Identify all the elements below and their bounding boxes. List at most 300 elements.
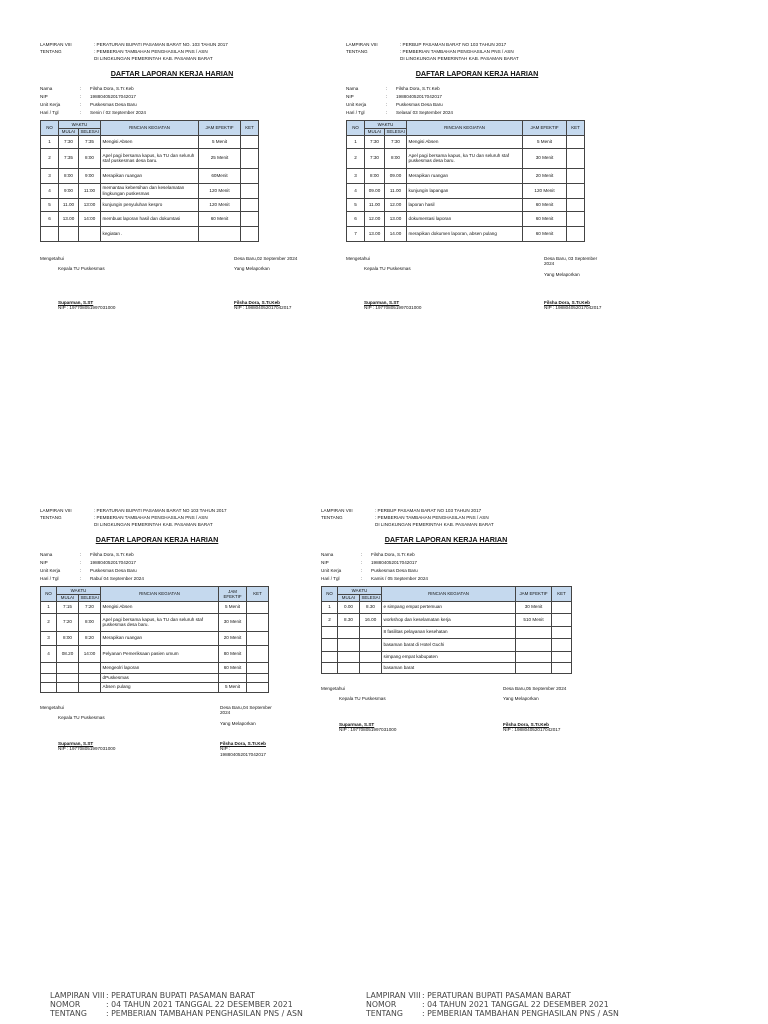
info-label: Nama — [40, 86, 53, 92]
signer-name-left: Suparman, S.ST — [58, 299, 94, 305]
employee-info — [40, 552, 274, 581]
info-colon: : — [80, 575, 82, 581]
table-header-row — [322, 587, 572, 595]
cell-no — [41, 682, 57, 692]
signer-name-right: Filsha Dora, S.Tr.Keb — [544, 299, 590, 305]
cell-jam-efektif: 60 Menit — [523, 226, 567, 241]
cell-rincian: Mengisi Absen — [101, 135, 199, 148]
cell-no: 3 — [347, 168, 365, 183]
cell-ket — [552, 601, 572, 613]
header-value: : PEMBERIAN TAMBAHAN PENGHASILAN PNS / ASN — [94, 49, 208, 54]
signature-left — [40, 705, 105, 721]
cell-mulai: 11.00 — [365, 198, 385, 211]
table-row — [41, 613, 269, 631]
info-value: 198804052017042017 — [90, 94, 136, 100]
cell-jam-efektif — [219, 673, 247, 682]
cell-ket — [247, 673, 269, 682]
cell-jam-efektif: 60Menit — [199, 168, 241, 183]
header-value: DI LINGKUNGAN PEMERINTAH KAB. PASAMAN BARAT — [94, 56, 213, 61]
header-value: : PERBUP PASAMAN BARAT NO 103 TAHUN 2017 — [375, 508, 482, 513]
cell-mulai: 13.00 — [59, 211, 79, 226]
cell-selesai: 8:00 — [79, 613, 101, 631]
info-label: Nama — [40, 552, 53, 558]
cell-no: 1 — [41, 135, 59, 148]
cell-mulai: 11.00 — [59, 198, 79, 211]
header-value: : PEMBERIAN TAMBAHAN PENGHASILAN PNS / ASN — [94, 515, 208, 520]
header-value: : PERATURAN BUPATI PASAMAN BARAT NO. 103 TAHUN 2017 — [94, 42, 228, 47]
info-label: Hari / Tgl — [40, 575, 59, 581]
report-title: DAFTAR LAPORAN KERJA HARIAN — [95, 534, 219, 544]
cell-mulai — [59, 226, 79, 241]
head-title: Kepala TU Puskesmas — [364, 266, 411, 272]
report-title: DAFTAR LAPORAN KERJA HARIAN — [384, 534, 508, 544]
cell-no — [322, 651, 338, 662]
cell-rincian: Apel pagi bersama kapus, ka TU dan seluruh staf puskesmas desa baru. — [101, 613, 219, 631]
cell-mulai: 8:00 — [59, 168, 79, 183]
signer-left — [364, 300, 421, 311]
col-ket: KET — [552, 587, 572, 601]
info-value: 198804052017042017 — [396, 94, 442, 100]
col-ket: KET — [241, 121, 259, 135]
header-key — [321, 522, 369, 528]
cell-no: 7 — [347, 226, 365, 241]
cell-mulai: 7:30 — [59, 135, 79, 148]
table-row — [322, 626, 572, 638]
cell-rincian: laporan hasil — [407, 198, 523, 211]
cell-selesai: 16.00 — [360, 613, 382, 626]
info-value: Puskesmas Desa Baru — [396, 101, 443, 107]
cell-no: 5 — [41, 198, 59, 211]
cell-jam-efektif — [199, 226, 241, 241]
cell-no: 2 — [41, 613, 57, 631]
table-row — [41, 601, 269, 613]
cell-mulai: 7:30 — [365, 148, 385, 168]
report-title: DAFTAR LAPORAN KERJA HARIAN — [415, 68, 539, 78]
cell-selesai: 09.00 — [385, 168, 407, 183]
col-waktu: WAKTU — [59, 121, 101, 129]
table-row — [347, 183, 585, 198]
bottom-header-row — [50, 1010, 303, 1019]
signer-name-right: Filsha Dora, S.Tr.Keb — [503, 721, 549, 727]
acknowledged-label: Mengetahui — [40, 704, 65, 710]
cell-ket — [241, 198, 259, 211]
cell-mulai: 8.30 — [338, 613, 360, 626]
table-row — [41, 673, 269, 682]
cell-mulai — [338, 651, 360, 662]
signer-nip-left: NIP : 197708051997031000 — [58, 305, 116, 311]
info-label: Unit Kerja — [346, 101, 367, 107]
cell-ket — [552, 638, 572, 651]
col-waktu: WAKTU — [365, 121, 407, 129]
header-value: : PERATURAN BUPATI PASAMAN BARAT NO 103 TAHUN 2017 — [94, 508, 227, 513]
signer-left — [58, 300, 115, 311]
cell-ket — [567, 148, 585, 168]
header-key: LAMPIRAN VIII — [40, 42, 72, 47]
cell-jam-efektif: 60 Menit — [523, 211, 567, 226]
col-ket: KET — [567, 121, 585, 135]
head-title: Kepala TU Puskesmas — [339, 696, 386, 702]
header-value: : PEMBERIAN TAMBAHAN PENGHASILAN PNS / ASN — [400, 49, 514, 54]
acknowledged-label: Mengetahui — [346, 255, 371, 261]
cell-mulai: 9:00 — [59, 183, 79, 198]
cell-mulai: 8:00 — [365, 168, 385, 183]
table-row — [347, 135, 585, 148]
cell-selesai: 13.00 — [385, 211, 407, 226]
cell-mulai: 8:00 — [57, 631, 79, 645]
col-waktu: WAKTU — [57, 587, 101, 595]
cell-ket — [241, 226, 259, 241]
cell-rincian: dPuskesmas — [101, 673, 219, 682]
col-selesai: SELESAI — [386, 129, 405, 135]
info-value: 198804052017042017 — [371, 560, 417, 566]
employee-info — [346, 86, 608, 115]
signature-block — [321, 686, 571, 734]
signature-block — [346, 256, 608, 312]
info-label: Hari / Tgl — [40, 109, 59, 115]
cell-no: 6 — [41, 211, 59, 226]
cell-no: 2 — [347, 148, 365, 168]
cell-rincian: merapikan dokumen laporan, absen pulang — [407, 226, 523, 241]
cell-ket — [567, 168, 585, 183]
cell-ket — [247, 613, 269, 631]
cell-ket — [552, 651, 572, 662]
cell-ket — [241, 135, 259, 148]
report-sep-05 — [321, 508, 571, 734]
signature-left — [346, 256, 411, 272]
signer-nip-left: NIP : 197708051997031000 — [364, 305, 422, 311]
cell-mulai: 08.20 — [57, 645, 79, 662]
header-key — [40, 522, 88, 528]
info-label: NIP — [40, 560, 48, 566]
report-sep-03 — [346, 42, 608, 312]
col-mulai: MULAI — [365, 129, 385, 135]
signature-block — [40, 256, 304, 312]
header-value: : PEMBERIAN TAMBAHAN PENGHASILAN PNS / ASN — [375, 515, 489, 520]
signer-left — [339, 722, 396, 733]
cell-no — [41, 226, 59, 241]
cell-selesai: 9:00 — [79, 168, 101, 183]
signature-right — [220, 705, 274, 727]
cell-ket — [567, 211, 585, 226]
cell-no: 2 — [41, 148, 59, 168]
cell-jam-efektif: 25 Menit — [199, 148, 241, 168]
cell-mulai: 7:20 — [57, 613, 79, 631]
cell-jam-efektif: 30 Menit — [516, 601, 552, 613]
info-value: Filsha Dora, S.Tr.Keb — [396, 86, 440, 92]
signer-name-left: Suparman, S.ST — [364, 299, 400, 305]
cell-mulai: 7:15 — [57, 601, 79, 613]
cell-no: 1 — [347, 135, 365, 148]
cell-selesai: 14.00 — [385, 226, 407, 241]
bottom-header-value: : PERATURAN BUPATI PASAMAN BARAT — [422, 991, 571, 1000]
info-label: Unit Kerja — [40, 101, 61, 107]
info-colon: : — [80, 567, 82, 573]
cell-rincian: membuat laporan hasil dan dokumtasi — [101, 211, 199, 226]
cell-jam-efektif: 5 Menit — [219, 601, 247, 613]
cell-rincian: basaman barat di Hotel Guchi — [382, 638, 516, 651]
col-rincian: RINCIAN KEGIATAN — [407, 121, 523, 135]
header-value: DI LINGKUNGAN PEMERINTAH KAB. PASAMAN BARAT — [400, 56, 519, 61]
cell-rincian: workshop dan keselamatan kerja — [382, 613, 516, 626]
table-row — [322, 662, 572, 673]
cell-jam-efektif: 80 Menit — [219, 645, 247, 662]
cell-no: 4 — [41, 645, 57, 662]
reporter-label: Yang Melaporkan — [234, 266, 270, 272]
signer-nip-right: NIP : 198804052017042017 — [503, 727, 561, 733]
signer-nip-left: NIP : 197708051997031000 — [58, 746, 116, 752]
cell-ket — [552, 626, 572, 638]
bottom-header-value: : 04 TAHUN 2021 TANGGAL 22 DESEMBER 2021 — [422, 999, 609, 1009]
cell-no — [322, 662, 338, 673]
signature-right — [544, 256, 608, 278]
cell-mulai — [57, 662, 79, 673]
reporter-label: Yang Melaporkan — [503, 696, 539, 702]
signature-left — [321, 686, 386, 702]
cell-jam-efektif — [516, 638, 552, 651]
cell-selesai — [79, 673, 101, 682]
col-jam-efektif: JAM EFEKTIF — [516, 587, 552, 601]
report-date: Desa Baru,04 September 2024 — [220, 704, 272, 716]
cell-ket — [241, 148, 259, 168]
signer-nip-right: NIP : 198804052017042017 — [544, 305, 602, 311]
info-value: Senin / 02 September 2024 — [90, 109, 146, 115]
table-row — [41, 168, 259, 183]
bottom-header-left — [50, 992, 303, 1019]
cell-mulai — [57, 682, 79, 692]
cell-rincian: Apel pagi bersama kapus, ka TU dan seluruh staf puskesmas desa baru. — [101, 148, 199, 168]
info-value: Filsha Dora, S.Tr.Keb — [371, 552, 415, 558]
info-colon: : — [361, 552, 363, 558]
cell-ket — [241, 211, 259, 226]
col-mulai: MULAI — [338, 595, 360, 601]
table-row — [322, 651, 572, 662]
bottom-header-value: : 04 TAHUN 2021 TANGGAL 22 DESEMBER 2021 — [106, 999, 293, 1009]
info-colon: : — [386, 109, 388, 115]
signer-right — [220, 741, 274, 758]
info-label: Hari / Tgl — [321, 575, 340, 581]
cell-jam-efektif: 20 Menit — [219, 631, 247, 645]
col-waktu: WAKTU — [338, 587, 382, 595]
info-colon: : — [80, 109, 82, 115]
cell-selesai: 7:35 — [79, 135, 101, 148]
report-title: DAFTAR LAPORAN KERJA HARIAN — [110, 68, 234, 78]
signer-name-left: Suparman, S.ST — [339, 721, 375, 727]
table-row — [347, 198, 585, 211]
header-key: TENTANG — [40, 49, 62, 54]
signature-left — [40, 256, 105, 272]
cell-jam-efektif: 5 Menit — [199, 135, 241, 148]
cell-no: 4 — [41, 183, 59, 198]
report-sep-04 — [40, 508, 274, 757]
cell-ket — [247, 682, 269, 692]
info-colon: : — [80, 101, 82, 107]
table-row — [41, 662, 269, 673]
signature-block — [40, 704, 274, 757]
cell-jam-efektif: 20 Menit — [523, 168, 567, 183]
bottom-header-key: TENTANG — [50, 1008, 87, 1018]
table-row — [347, 211, 585, 226]
header-value: : PERBUP PASAMAN BARAT NO 103 TAHUN 2017 — [400, 42, 507, 47]
info-value: Puskesmas Desa Baru — [371, 567, 418, 573]
cell-mulai: 7:35 — [59, 148, 79, 168]
table-row — [347, 226, 585, 241]
bottom-header-value: : PEMBERIAN TAMBAHAN PENGHASILAN PNS / ASN — [422, 1008, 619, 1018]
cell-rincian: Merapikan ruangan — [101, 631, 219, 645]
cell-rincian: Pelyanan Pemeriksaan pasien umum — [101, 645, 219, 662]
activity-table — [321, 586, 572, 673]
cell-jam-efektif: 60 Menit — [219, 662, 247, 673]
bottom-header-key: NOMOR — [50, 999, 81, 1009]
col-rincian: RINCIAN KEGIATAN — [101, 121, 199, 135]
cell-selesai — [360, 662, 382, 673]
info-label: NIP — [40, 94, 48, 100]
col-no: NO — [322, 587, 338, 601]
cell-ket — [567, 226, 585, 241]
cell-rincian: simpang empat kabupaten — [382, 651, 516, 662]
cell-mulai: 0.00 — [338, 601, 360, 613]
cell-rincian: basaman barat — [382, 662, 516, 673]
cell-jam-efektif — [516, 651, 552, 662]
cell-no: 3 — [41, 631, 57, 645]
signer-name-left: Suparman, S.ST — [58, 740, 94, 746]
signer-nip-right: NIP : 198804052017042017 — [220, 746, 266, 757]
info-colon: : — [386, 86, 388, 92]
cell-selesai — [79, 682, 101, 692]
info-value: Filsha Dora, S.Tr.Keb — [90, 552, 134, 558]
cell-rincian: Mengeolri laporan — [101, 662, 219, 673]
report-sep-02 — [40, 42, 304, 312]
cell-rincian: kegiatan . — [101, 226, 199, 241]
head-title: Kepala TU Puskesmas — [58, 266, 105, 272]
cell-jam-efektif: 5 Menit — [523, 135, 567, 148]
col-mulai: MULAI — [59, 129, 79, 135]
cell-selesai: 14:00 — [79, 645, 101, 662]
table-row — [347, 168, 585, 183]
info-colon: : — [80, 560, 82, 566]
regulation-header — [321, 508, 571, 528]
col-no: NO — [41, 587, 57, 601]
activity-table — [346, 120, 585, 241]
table-row — [347, 148, 585, 168]
cell-jam-efektif: 30 Menit — [219, 613, 247, 631]
table-row — [41, 682, 269, 692]
cell-selesai: 14:00 — [79, 211, 101, 226]
cell-mulai — [338, 638, 360, 651]
bottom-header-key: NOMOR — [366, 999, 397, 1009]
info-label: Unit Kerja — [321, 567, 342, 573]
reporter-label: Yang Melaporkan — [544, 271, 580, 277]
table-row — [41, 198, 259, 211]
info-colon: : — [361, 567, 363, 573]
cell-selesai: 11:00 — [79, 183, 101, 198]
signature-right — [503, 686, 566, 702]
cell-mulai: 09.00 — [365, 183, 385, 198]
cell-mulai: 13.00 — [365, 226, 385, 241]
signer-left — [58, 741, 115, 752]
cell-jam-efektif: 120 Menit — [523, 183, 567, 198]
info-colon: : — [361, 575, 363, 581]
cell-mulai — [338, 626, 360, 638]
cell-rincian: Absen pulang — [101, 682, 219, 692]
info-colon: : — [361, 560, 363, 566]
table-row — [41, 135, 259, 148]
col-jam-efektif: JAM EFEKTIF — [219, 587, 247, 601]
header-key: TENTANG — [321, 515, 343, 520]
reporter-label: Yang Melaporkan — [220, 720, 256, 726]
cell-jam-efektif: 510 Menit — [516, 613, 552, 626]
cell-ket — [552, 613, 572, 626]
cell-selesai: 8.30 — [360, 601, 382, 613]
cell-no — [322, 626, 338, 638]
col-jam-efektif: JAM EFEKTIF — [523, 121, 567, 135]
cell-no: 1 — [322, 601, 338, 613]
table-row — [41, 226, 259, 241]
cell-selesai: 11.00 — [385, 183, 407, 198]
col-rincian: RINCIAN KEGIATAN — [382, 587, 516, 601]
cell-rincian: Apel pagi bersama kapus, ka TU dan seluruh staf puskesmas desa baru. — [407, 148, 523, 168]
info-value: Puskesmas Desa Baru — [90, 567, 137, 573]
info-colon: : — [386, 94, 388, 100]
cell-rincian: dokumentasi laporan — [407, 211, 523, 226]
cell-jam-efektif: 60 Menit — [199, 211, 241, 226]
cell-selesai: 7:20 — [79, 601, 101, 613]
info-value: Filsha Dora, S.Tr.Keb — [90, 86, 134, 92]
table-row — [41, 148, 259, 168]
cell-ket — [247, 662, 269, 673]
activity-table — [40, 586, 269, 692]
bottom-header-row — [366, 1010, 619, 1019]
signer-right — [544, 300, 601, 311]
table-header-row — [347, 121, 585, 129]
cell-rincian: kunjungin lapangan — [407, 183, 523, 198]
header-key: TENTANG — [40, 515, 62, 520]
cell-selesai: 8:00 — [385, 148, 407, 168]
report-date: Desa Baru,02 September 2024 — [234, 255, 298, 261]
cell-no: 5 — [347, 198, 365, 211]
signature-right — [234, 256, 297, 272]
cell-ket — [247, 631, 269, 645]
table-header-row — [41, 121, 259, 129]
table-row — [322, 638, 572, 651]
info-label: Nama — [321, 552, 334, 558]
info-colon: : — [80, 552, 82, 558]
bottom-header-right — [366, 992, 619, 1019]
table-row — [41, 631, 269, 645]
info-value: Rabu/ 04 September 2024 — [90, 575, 144, 581]
cell-selesai: 8:20 — [79, 631, 101, 645]
signer-name-right: Filsha Dora, S.Tr.Keb — [220, 740, 266, 746]
info-value: 198804052017042017 — [90, 560, 136, 566]
signer-nip-left: NIP : 197708051997031000 — [339, 727, 397, 733]
cell-ket — [552, 662, 572, 673]
cell-rincian: e simpang empat pertemuan — [382, 601, 516, 613]
cell-selesai: 13:00 — [79, 198, 101, 211]
info-label: Unit Kerja — [40, 567, 61, 573]
cell-ket — [241, 183, 259, 198]
col-ket: KET — [247, 587, 269, 601]
bottom-header-key: LAMPIRAN VIII — [366, 991, 421, 1000]
activity-table — [40, 120, 259, 241]
header-value: DI LINGKUNGAN PEMERINTAH KAB. PASAMAN BARAT — [375, 522, 494, 527]
info-colon: : — [80, 94, 82, 100]
regulation-header — [346, 42, 608, 62]
acknowledged-label: Mengetahui — [321, 685, 346, 691]
col-jam-efektif: JAM EFEKTIF — [199, 121, 241, 135]
cell-no: 3 — [41, 168, 59, 183]
cell-ket — [567, 198, 585, 211]
col-mulai: MULAI — [57, 595, 79, 601]
cell-jam-efektif: 30 Menit — [523, 148, 567, 168]
